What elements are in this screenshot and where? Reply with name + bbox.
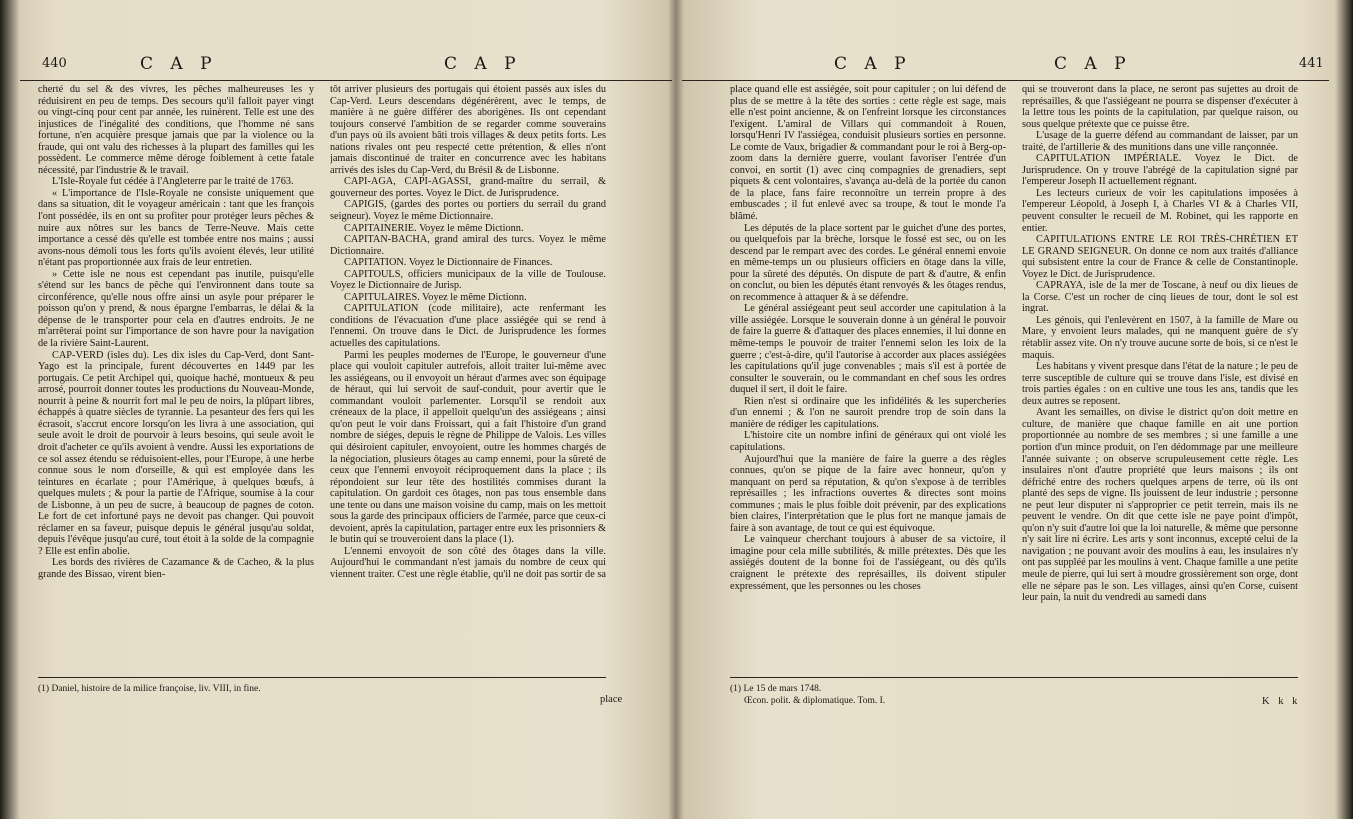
- entry-capitation: CAPITATION. Voyez le Dictionnaire de Finances.: [344, 257, 553, 269]
- entry-cap-verd: CAP-VERD (isles du). Les dix isles du Cap-Verd, dont Sant-Yago est la principale, furent découvertes en 1449 par les portugais. Ce petit Archipel qui, quoique haché, montueux & peu arrosé, pourroit donner toutes les productions du Nouveau-Monde, nourrit à peine & nourrit fort mal le peu de noirs, la plûpart libres, échappés à quatre siècles de tyrannie. La pesanteur des fers qui les écrasoit, s'accrut encore lorsqu'on les livra à une association, qui seule avoit le droit de pourvoir à leurs besoins, qui seule avoit le droit d'acheter ce qu'ils avoient à vendre. Aussi les exportations de ce sol assez étendu se réduisoient-elles, pour l'Europe, à une herbe connue sous le nom d'orseille, & qui est employée dans les teintures en écarlate ; pour l'Amérique, à quelques bœufs, à quelques mulets ; & pour la partie de l'Afrique, soumise à la cour de Lisbonne, à un peu de sucre, à beaucoup de pagnes de coton. Le fort de cet infortuné pays ne devoit pas changer. Qui pouvoit réclamer en sa faveur, puisque depuis le général jusqu'au soldat, depuis l'évêque jusqu'au curé, tout étoit à la solde de la compagnie ? Elle est enfin abolie.: [38, 349, 314, 557]
- paragraph: Les génois, qui l'enlevèrent en 1507, à la famille de Mare ou Mare, y envoient leurs malades, qui ne manquent guère de s'y rétablir assez vite. On n'y trouve aucune sorte de bois, si ce n'est le maquis.: [1022, 314, 1298, 361]
- paragraph: L'Isle-Royale fut cédée à l'Angleterre par le traité de 1763.: [52, 176, 294, 188]
- entry-capitulations-grand-seigneur: CAPITULATIONS ENTRE LE ROI TRÈS-CHRÉTIEN ET LE GRAND SEIGNEUR. On donne ce nom aux traités d'alliance qui subsistent entre la cour de France & celle de Constantinople. Voyez le Dict. de Jurisprudence.: [1022, 234, 1298, 280]
- left-column-1: [38, 84, 314, 664]
- paragraph: Rien n'est si ordinaire que les infidélités & les supercheries d'un ennemi ; & l'on ne sauroit prendre trop de soin dans la manière de rédiger les capitulations.: [730, 395, 1006, 430]
- paragraph: « L'importance de l'Isle-Royale ne consiste uniquement que dans sa situation, dit le voyageur américain : tant que les françois l'ont possédée, ils en ont su profiter pour protéger leurs pêches & nuire aux nôtres sur les bancs de Terre-Neuve. Mais cette importance a cessé dès qu'elle est tombée entre nos mains ; aussi avons-nous démoli tous les forts qu'ils avoient élevés, leur utilité n'étant pas proportionnée aux frais de leur entretien.: [38, 187, 314, 269]
- right-running-head: [682, 54, 1337, 80]
- footnote-right-1: (1) Le 15 de mars 1748.: [730, 684, 822, 694]
- page-number-right: 441: [1299, 56, 1324, 71]
- right-column-1: [730, 84, 1006, 664]
- footnote-left: (1) Daniel, histoire de la milice françoise, liv. VIII, in fine.: [38, 684, 261, 694]
- entry-capi-aga: CAPI-AGA, CAPI-AGASSI, grand-maître du serrail, & gouverneur des portes. Voyez le Dict. de Jurisprudence.: [330, 176, 606, 199]
- entry-capitainerie: CAPITAINERIE. Voyez le même Dictionn.: [344, 222, 524, 234]
- entry-capitulation-imperiale: CAPITULATION IMPÉRIALE. Voyez le Dict. de Jurisprudence. On y trouve l'abrégé de la capitulation signé par l'empereur Joseph II actuellement régnant.: [1022, 153, 1298, 188]
- entry-capitouls: CAPITOULS, officiers municipaux de la ville de Toulouse. Voyez le Dictionnaire de Jurisp.: [330, 268, 606, 292]
- running-head-right-col1: C A P: [834, 54, 912, 74]
- running-head-left-col1: C A P: [140, 54, 218, 74]
- paragraph: Les députés de la place sortent par le guichet d'une des portes, ou quelquefois par la brèche, lorsque le fossé est sec, ou on les descend par le rempart avec des cordes. Le général ennemi envoie en même-temps un ou plusieurs officiers en ôtage dans la ville, pour la sûreté des députés. On dispute de part & d'autre, & enfin on conclut, ou bien les députés étant renvoyés & les ôtages rendus, on recommence à attaquer & à se défendre.: [730, 222, 1006, 303]
- paragraph: tôt arriver plusieurs des portugais qui étoient passés aux isles du Cap-Verd. Leurs descendans dégénérèrent, avec le temps, de manière à ne guère différer des aborigènes. Ils ont cependant toujours conservé l'ambition de se regarder comme souverains d'un pays où ils avoient bâti trois villages & deux petits forts. Les nations rivales ont peu respecté cette prétention, & elles n'ont jamais discontinué de traiter en concurrence avec les habitans arrivés des isles du Cap-Verd, du Brésil & de Lisbonne.: [330, 84, 606, 176]
- right-column-2: [1022, 84, 1298, 664]
- entry-capitulaires: CAPITULAIRES. Voyez le même Dictionn.: [344, 291, 527, 303]
- entry-capigis: CAPIGIS, (gardes des portes ou portiers du serrail du grand seigneur). Voyez le même Dictionnaire.: [330, 199, 606, 223]
- paragraph: L'histoire cite un nombre infini de généraux qui ont violé les capitulations.: [730, 430, 1006, 453]
- left-column-2: [330, 84, 606, 664]
- left-page: [20, 0, 672, 819]
- footnote-rule-left: [38, 677, 606, 678]
- paragraph: cherté du sel & des vivres, les pêches malheureuses les y réduisirent en peu de temps. Des secours qu'il falloit payer vingt ou vingt-cinq pour cent par année, les ruinèrent. Telle est une des injustices de l'inégalité des conditions, que l'homme né sans fortune, n'en acquière presque jamais que par la violence ou la fraude, qui ont valu des richesses à la plupart des familles qui les possèdent. Le commerce même déroge foiblement à cette fatale nécessité, par l'industrie & le travail.: [38, 84, 314, 176]
- footnote-right-2: Œcon. polit. & diplomatique. Tom. I.: [744, 696, 886, 706]
- header-rule-left: [20, 80, 672, 81]
- paragraph: Avant les semailles, on divise le district qu'on doit mettre en culture, de manière que chaque famille en ait une portion proportionnée au nombre de ses membres ; si une famille a une portion d'un mince produit, on l'en dédommage par une meilleure l'année suivante ; on observe scrupuleusement cette règle. Les insulaires n'ont d'autre propriété que leurs maisons ; ils ont défriché entre des rochers quelques arpens de terre, où ils ont planté des seps de vigne. Ils jouissent de leur industrie ; personne ne peut leur disputer ni s'approprier ce petit terrein, mais ils ne peuvent le vendre. On dit que cette isle ne paye point d'impôt, qu'on n'y suit d'autre loi que la loi naturelle, & même que personne n'y sait lire ni écrire. Les arts y sont inconnus, excepté celui de la navigation ; ne pouvant avoir des moulins à eau, les insulaires n'y ont pas suppléé par les moulins à vent. Chaque famille a une petite meule de pierre, qui lui sert à moudre grossièrement son orge, dont elle ne sépare pas le son. Les villages, ainsi qu'en Corse, cuisent leur pain, la nuit du vendredi au samedi dans: [1022, 407, 1298, 604]
- entry-capitan-bacha: CAPITAN-BACHA, grand amiral des turcs. Voyez le même Dictionnaire.: [330, 234, 606, 257]
- paragraph: Le général assiégeant peut seul accorder une capitulation à la ville assiégée. Lorsque le souverain donne à un général le pouvoir de faire la guerre & d'attaquer des places ennemies, il lui donne en même-temps le pouvoir de traiter l'ennemi selon les loix de la guerre ; c'est-à-dire, qu'il l'autorise à accorder aux places assiégées les capitulations qu'il juge convenables ; mais s'il est à portée de consulter le souverain, ou le commandant en chef sous les ordres duquel il sert, il doit le faire.: [730, 303, 1006, 396]
- entry-capitulation: CAPITULATION (code militaire), acte renfermant les conditions de l'évacuation d'une place assiégée qui se rend à l'ennemi. On trouve dans le Dict. de Jurisprudence les formes actuelles des capitulations.: [330, 303, 606, 350]
- right-page: [682, 0, 1337, 819]
- paragraph: Les bords des rivières de Cazamance & de Cacheo, & la plus grande des Bissao, virent bien-: [38, 557, 314, 580]
- paragraph: place quand elle est assiégée, soit pour capituler ; on lui défend de plus de se mettre à la tête des sorties : cette règle est sage, mais elle n'est point ancienne, & on l'enfreint lorsque les circonstances l'exigent. L'amiral de Villars qui commandoit à Rouen, lorsqu'Henri IV l'assiégea, conduisit plusieurs sorties en personne. Le comte de Vaux, brigadier & commandant pour le roi à Berg-op-zoom dans la dernière guerre, voulant favoriser l'entrée d'un convoi, en sortit (1) avec cinq compagnies de grenadiers, sept piquets & cent volontaires, s'avança au-delà de la portée du canon de la place, fans faire reconnoître un terrein propre à des embuscades ; il fut enlevé avec sa troupe, & tout le monde l'a blâmé.: [730, 84, 1006, 223]
- left-running-head: [20, 54, 672, 80]
- paragraph: qui se trouveront dans la place, ne seront pas sujettes au droit de représailles, & que l'assiégeant ne pourra se dispenser d'exécuter à la lettre tous les points de la capitulation, par quelque raison, ou sous quelque prétexte que ce puisse être.: [1022, 84, 1298, 130]
- paragraph: L'usage de la guerre défend au commandant de laisser, par un traité, de l'artillerie & des munitions dans une ville rançonnée.: [1022, 130, 1298, 153]
- running-head-right-col2: C A P: [1054, 54, 1132, 74]
- footnote-rule-right: [730, 677, 1298, 678]
- paragraph: L'ennemi envoyoit de son côté des ôtages dans la ville. Aujourd'hui le commandant n'est jamais du nombre de ceux qui viennent traiter. C'est une règle établie, qu'il ne doit pas sortir de sa: [330, 545, 606, 580]
- paragraph: » Cette isle ne nous est cependant pas inutile, puisqu'elle s'étend sur les bancs de pêche qui l'environnent dans toute sa circonférence, qu'elle nous offre ainsi un asyle pour préparer le poisson qu'on y prend, & nous épargne l'embarras, le délai & la dépense de le transporter pour cela en d'autres endroits. Je ne m'arrêterai point sur l'importance de son havre pour la navigation de la rivière Saint-Laurent.: [38, 268, 314, 350]
- running-head-left-col2: C A P: [444, 54, 522, 74]
- catchword: place: [600, 694, 623, 705]
- paragraph: Parmi les peuples modernes de l'Europe, le gouverneur d'une place qui vouloit capituler autrefois, alloit traiter lui-même avec les assiégeans, ou il envoyoit un héraut d'armes avec son équipage de héraut, qui lui servoit de sauf-conduit, pour avertir que le commandant vouloit parlementer. Lorsqu'il se rendoit aux créneaux de la place, il appelloit quelqu'un des assiégeans ; ainsi qu'on peut le voir dans Froissart, qui a fait l'histoire d'un grand nombre de siéges, depuis le règne de Philippe de Valois. Les villes qui désiroient capituler, envoyoient, outre les hommes chargés de la négociation, plusieurs ôtages au camp ennemi, pour la sûreté de ceux que l'ennemi envoyoit réciproquement dans la place ; ils répondoient sur leur tête des hostilités commises durant la capitulation. On gardoit ces ôtages, non pas tous ensemble dans une tente ou dans une maison voisine du camp, mais on les mettoit sous la garde des principaux officiers de l'armée, parce que ceux-ci devoient, après la capitulation, partager entre eux les prisonniers & le butin qui se trouveroient dans la place (1).: [330, 349, 606, 546]
- page-number-left: 440: [42, 56, 67, 71]
- header-rule-right: [682, 80, 1329, 81]
- paragraph: Les lecteurs curieux de voir les capitulations imposées à l'empereur Léopold, à Joseph I, à Charles VI & à Charles VII, peuvent consulter le recueil de M. Robinet, qui les rapporte en entier.: [1022, 187, 1298, 234]
- paragraph: Aujourd'hui que la manière de faire la guerre a des règles connues, qu'on se pique de la faire avec honneur, qu'on y manquant on perd sa réputation, & qu'on s'expose à de terribles représailles ; les infractions ouvertes & directes sont moins communes ; mais le plus foible doit prévenir, par des explications bien claires, l'interprétation que le plus fort ne manque jamais de faire à son avantage, de tout ce qui est équivoque.: [730, 453, 1006, 534]
- paragraph: Le vainqueur cherchant toujours à abuser de sa victoire, il imagine pour cela mille subtilités, & mille prétextes. Dès que les assiégés doutent de la bonne foi de l'assiégeant, ou dès qu'ils craignent le prétexte des représailles, ils doivent stipuler expressément, que les personnes ou les choses: [730, 534, 1006, 592]
- entry-capraya: CAPRAYA, isle de la mer de Toscane, à neuf ou dix lieues de la Corse. C'est un rocher de cinq lieues de tour, dont le sol est ingrat.: [1022, 280, 1298, 315]
- signature-mark: K k k: [1262, 696, 1301, 707]
- paragraph: Les habitans y vivent presque dans l'état de la nature ; le peu de terre susceptible de culture qui se trouve dans l'isle, est divisé en trois parties égales : on en cultive une tous les ans, tandis que les deux autres se reposent.: [1022, 361, 1298, 407]
